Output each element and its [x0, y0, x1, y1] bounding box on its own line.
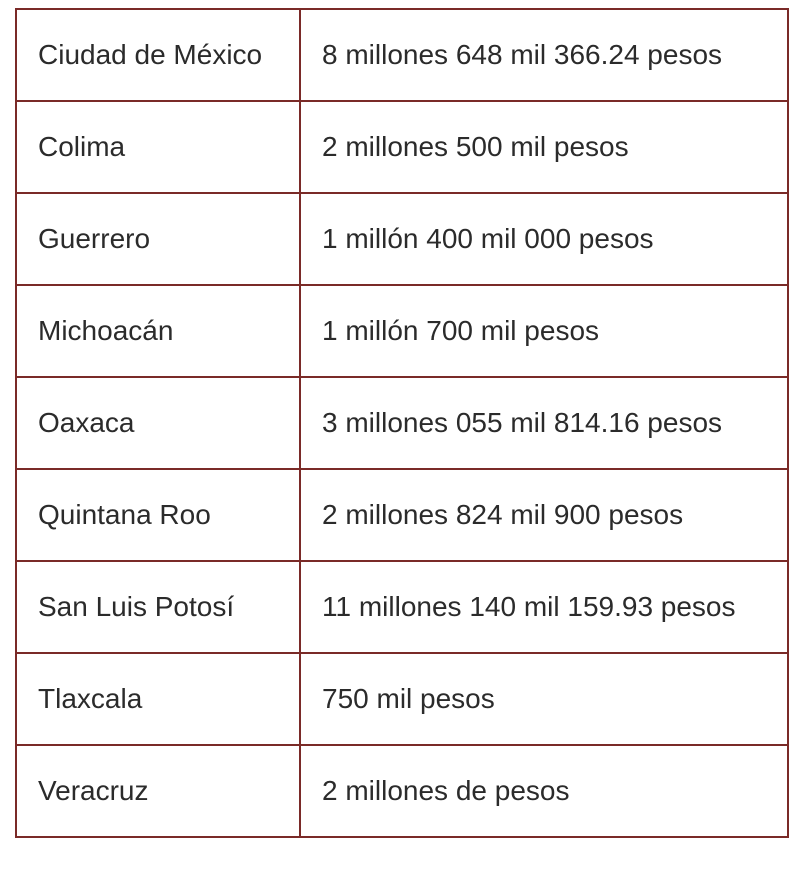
- amount-cell: 1 millón 700 mil pesos: [300, 285, 788, 377]
- state-cell: Ciudad de México: [16, 9, 300, 101]
- state-cell: Tlaxcala: [16, 653, 300, 745]
- amount-cell: 1 millón 400 mil 000 pesos: [300, 193, 788, 285]
- amount-cell: 750 mil pesos: [300, 653, 788, 745]
- amounts-table: [15, 8, 789, 838]
- table-row: [16, 285, 788, 377]
- state-cell: Colima: [16, 101, 300, 193]
- state-cell: San Luis Potosí: [16, 561, 300, 653]
- state-cell: Michoacán: [16, 285, 300, 377]
- state-cell: Guerrero: [16, 193, 300, 285]
- table-body: [16, 9, 788, 837]
- table-row: [16, 377, 788, 469]
- table-row: [16, 9, 788, 101]
- amount-cell: 2 millones 824 mil 900 pesos: [300, 469, 788, 561]
- amount-cell: 3 millones 055 mil 814.16 pesos: [300, 377, 788, 469]
- amount-cell: 11 millones 140 mil 159.93 pesos: [300, 561, 788, 653]
- state-cell: Quintana Roo: [16, 469, 300, 561]
- table-row: [16, 745, 788, 837]
- state-cell: Oaxaca: [16, 377, 300, 469]
- table-row: [16, 653, 788, 745]
- amount-cell: 8 millones 648 mil 366.24 pesos: [300, 9, 788, 101]
- table-row: [16, 101, 788, 193]
- amount-cell: 2 millones de pesos: [300, 745, 788, 837]
- table-row: [16, 561, 788, 653]
- amount-cell: 2 millones 500 mil pesos: [300, 101, 788, 193]
- table-row: [16, 193, 788, 285]
- table-row: [16, 469, 788, 561]
- state-cell: Veracruz: [16, 745, 300, 837]
